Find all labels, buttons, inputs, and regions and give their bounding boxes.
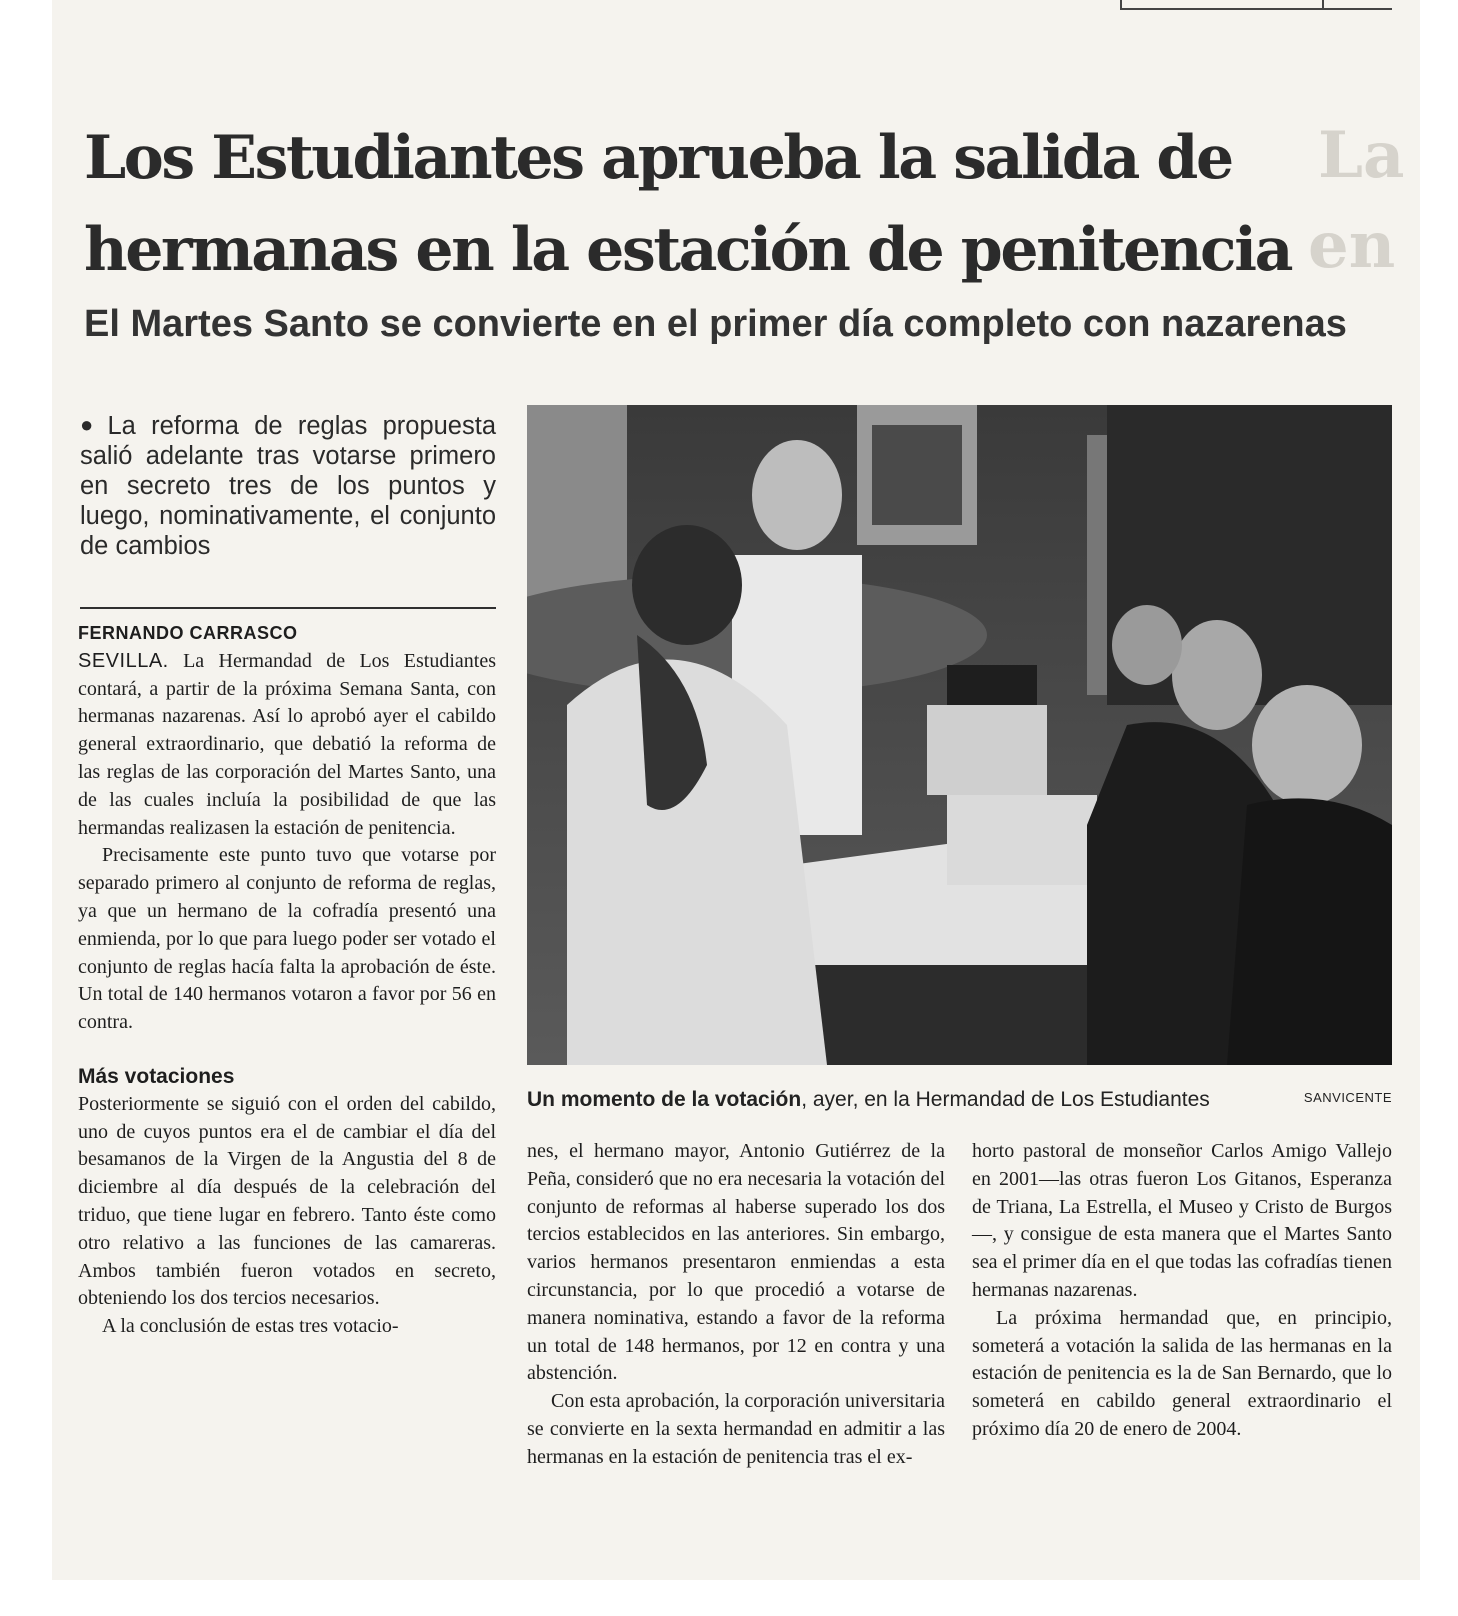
bleed-through-text: La: [1318, 118, 1405, 193]
column-2: [527, 1138, 945, 1472]
subheadline: El Martes Santo se convierte en el primer día completo con nazarenas: [84, 303, 1347, 345]
byline: FERNANDO CARRASCO: [78, 623, 298, 643]
caption-text: , ayer, en la Hermandad de Los Estudiantes: [801, 1088, 1210, 1111]
caption-lead: Un momento de la votación: [527, 1088, 802, 1111]
paragraph: A la conclusión de estas tres votacio-: [102, 1315, 399, 1338]
voting-scene-illustration: [527, 405, 1392, 1065]
masthead-rule: [1120, 0, 1392, 10]
paragraph: Precisamente este punto tuvo que votarse por separado primero al conjunto de reforma de reglas, ya que un hermano de la cofradía presentó una enmienda, por lo que para luego poder ser votado el conjunto de reglas hacía falta la aprobación de éste. Un total de 140 hermanos votaron a favor por 56 en contra.: [78, 844, 496, 1034]
paragraph: horto pastoral de monseñor Carlos Amigo Vallejo en 2001—las otras fueron Los Gitanos, Esperanza de Triana, La Estrella, el Museo y Cristo de Burgos—, y consigue de esta manera que el Martes Santo sea el primer día en el que todas las cofradías tienen hermanas nazarenas.: [972, 1140, 1392, 1301]
headline-line-1: Los Estudiantes aprueba la salida de: [84, 123, 1232, 193]
bleed-through-text: en: [1308, 208, 1396, 283]
paragraph: La próxima hermandad que, en principio, someterá a votación la salida de las hermanas en la estación de penitencia es la de San Bernardo, que lo someterá en cabildo general extraordinario el próximo día 20 de enero de 2004.: [972, 1306, 1392, 1440]
summary-box: [80, 410, 496, 561]
bullet-icon: ●: [80, 412, 102, 437]
paragraph: La Hermandad de Los Estudiantes contará, a partir de la próxima Semana Santa, con hermanas nazarenas. Así lo aprobó ayer el cabildo general extraordinario, que debatió la reforma de las reglas de las corporación del Martes Santo, una de las cuales incluía la posibilidad de que las hermandas realizasen la estación de penitencia.: [78, 649, 497, 839]
summary-divider: [80, 607, 496, 609]
photo-credit: SANVICENTE: [1303, 1090, 1392, 1105]
headline-line-2: hermanas en la estación de penitencia: [84, 215, 1292, 285]
paragraph: Con esta aprobación, la corporación universitaria se convierte en la sexta hermandad en admitir a las hermanas en la estación de penitencia tras el ex-: [527, 1390, 945, 1468]
column-1: [78, 620, 496, 1341]
summary-text: La reforma de reglas propuesta salió adelante tras votarse primero en secreto tres de los puntos y luego, nominativamente, el conjunto de cambios: [80, 412, 497, 560]
headline: [84, 112, 1384, 296]
paragraph: nes, el hermano mayor, Antonio Gutiérrez de la Peña, consideró que no era necesaria la votación del conjunto de reformas al haberse superado los dos tercios establecidos en las anteriores. Sin embargo, varios hermanos presentaron enmiendas a esta circunstancia, por lo que procedió a votarse de manera nominativa, estando a favor de la reforma un total de 148 hermanos, por 12 en contra y una abstención.: [527, 1140, 945, 1385]
dateline: SEVILLA.: [78, 649, 169, 672]
column-3: [972, 1138, 1392, 1444]
section-subtitle: Más votaciones: [78, 1064, 235, 1088]
news-photo: [527, 405, 1392, 1065]
photo-caption: [527, 1088, 1392, 1118]
paragraph: Posteriormente se siguió con el orden del cabildo, uno de cuyos puntos era el de cambiar el día del besamanos de la Virgen de la Angustia del 8 de diciembre al día después de la celebración del triduo, que tiene lugar en febrero. Tanto éste como otro relativo a las funciones de las camareras. Ambos también fueron votados en secreto, obteniendo los dos tercios necesarios.: [78, 1092, 496, 1310]
